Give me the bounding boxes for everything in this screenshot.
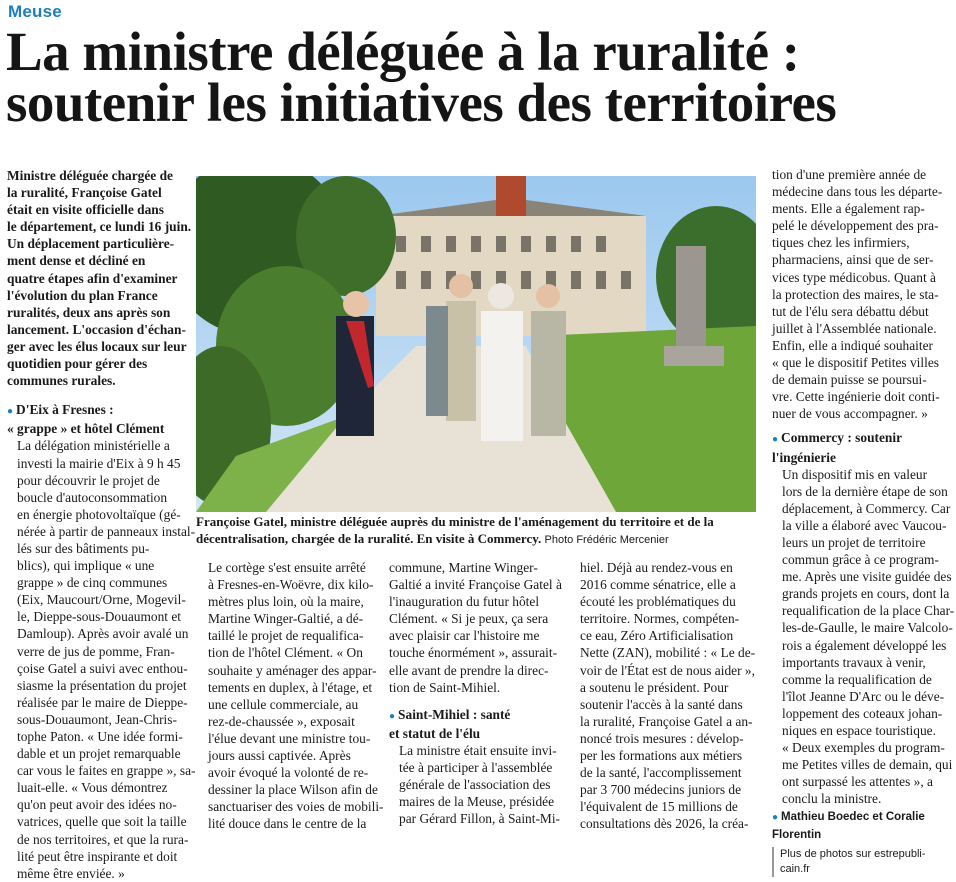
- subhead-saint-mihiel: ● Saint-Mihiel : santé: [389, 706, 511, 722]
- bullet-icon: ●: [7, 406, 14, 418]
- text-line: voir de l'État est de nous aider »,: [580, 662, 755, 678]
- text-line: nérée à partir de panneaux instal-: [17, 523, 196, 539]
- text-line: Clément. « Si je peux, ça sera: [389, 611, 549, 627]
- body-paragraph: [389, 742, 573, 827]
- text-line: pharmaciens, ainsi que de ser-: [772, 252, 934, 268]
- text-line: même être enviée. »: [17, 865, 125, 881]
- body-paragraph: [389, 559, 573, 696]
- text-line: tée à participer à l'assemblée: [399, 760, 553, 776]
- text-line: Galtié a invité Françoise Gatel à: [389, 577, 562, 593]
- text-line: blics), qui implique « une: [17, 558, 155, 574]
- subhead-saint-mihiel-2: et statut de l'élu: [389, 725, 481, 741]
- text-line: de demain puisse se poursui-: [772, 372, 927, 388]
- text-line: sanctuariser des voies de mobili-: [208, 799, 384, 815]
- text-line: soutenir l'accès à la santé dans: [580, 696, 743, 712]
- lead-paragraph: [7, 167, 192, 389]
- text-line: ont surpassé les attentes », a: [782, 774, 933, 790]
- text-line: ments. Elle a également rap-: [772, 201, 925, 217]
- subhead-commercy: ● Commercy : soutenir: [772, 430, 903, 446]
- text-line: Un dispositif mis en valeur: [782, 466, 928, 482]
- column-4: [580, 559, 758, 833]
- text-line: loppement des coteaux johan-: [782, 705, 943, 721]
- text-line: sous-Douaumont, Jean-Chris-: [17, 711, 177, 727]
- text-line: l'inauguration du futur hôtel: [389, 594, 540, 610]
- text-line: écouté les problématiques du: [580, 594, 736, 610]
- text-line: 2016 comme sénatrice, elle a: [580, 577, 736, 593]
- text-line: Damloup). Après avoir avalé un: [17, 626, 189, 642]
- text-line: grappe » de cinq communes: [17, 575, 168, 591]
- text-line: Nette (ZAN), mobilité : « Le de-: [580, 645, 756, 661]
- text-line: le département, ce lundi 16 juin.: [7, 219, 192, 235]
- text-line: la protection des maires, le sta-: [772, 286, 939, 302]
- text-line: taillé le projet de requalifica-: [208, 628, 364, 644]
- text-line: niques en espace touristique.: [782, 723, 936, 738]
- text-line: vices type médicobus. Quant à: [772, 269, 936, 285]
- photo-credit: Photo Frédéric Mercenier: [544, 533, 669, 546]
- text-line: Ministre déléguée chargée de: [7, 168, 173, 183]
- text-line: avoir évoqué la volonté de re-: [208, 765, 369, 781]
- headline-line-1: La ministre déléguée à la ruralité :: [6, 21, 800, 82]
- column-3: [389, 559, 573, 827]
- text-line: Un déplacement particulière-: [7, 236, 175, 252]
- text-line: per les formations aux métiers: [580, 748, 743, 764]
- subhead-commercy-2: l'ingénierie: [772, 449, 836, 465]
- text-line: dable et un projet remarquable: [17, 746, 181, 762]
- text-line: ruralités, deux ans après son: [7, 304, 171, 320]
- text-line: tophe Paton. « Une idée formi-: [17, 729, 183, 744]
- text-line: « Deux exemples du program-: [782, 740, 945, 756]
- subhead-eix-2: « grappe » et hôtel Clément: [7, 421, 165, 437]
- text-line: verre de jus de pomme, Fran-: [17, 643, 175, 659]
- caption-line-1: Françoise Gatel, ministre déléguée auprès du ministre de l'aménagement du territoire et de la: [196, 514, 714, 529]
- more-photos-line-1: Plus de photos sur estrepubli-: [780, 847, 926, 860]
- text-line: Martine Winger-Galtié, a dé-: [208, 611, 364, 627]
- text-line: déplacement, à Commercy. Car: [782, 500, 951, 516]
- text-line: par Gérard Fillon, à Saint-Mi-: [399, 811, 561, 827]
- article-photo: [196, 176, 756, 512]
- text-line: luait-elle. « Vous démontrez: [17, 780, 168, 796]
- text-line: car vous le faites en grappe », sa-: [17, 763, 196, 779]
- text-line: siasme la présentation du projet: [17, 677, 187, 693]
- body-paragraph: [7, 437, 196, 881]
- text-line: « que le dispositif Petites villes: [772, 355, 939, 371]
- text-line: l'évolution du plan France: [7, 287, 158, 303]
- text-line: de nos territoires, et que la rura-: [17, 831, 189, 847]
- text-line: consultations dès 2026, la créa-: [580, 816, 749, 832]
- text-line: Le cortège s'est ensuite arrêté: [208, 560, 366, 575]
- photo-caption: [196, 514, 756, 548]
- text-line: hiel. Déjà au rendez-vous en: [580, 560, 733, 575]
- text-line: réalisée par le maire de Dieppe-: [17, 694, 188, 710]
- text-line: lité peut être inspirante et doit: [17, 848, 178, 864]
- text-line: La ministre était ensuite invi-: [399, 742, 557, 758]
- column-2: [198, 559, 382, 833]
- text-line: était en visite officielle dans: [7, 202, 164, 218]
- text-line: juillet à l'Assemblée nationale.: [772, 320, 937, 336]
- text-line: souhaite y aménager des appar-: [208, 662, 377, 678]
- text-line: la ruralité, Françoise Gatel: [7, 185, 162, 201]
- text-line: de la santé, l'accomplissement: [580, 765, 742, 781]
- author-signature: ● Mathieu Boedec et Coralie: [772, 811, 925, 824]
- text-line: tion d'une première année de: [772, 167, 927, 182]
- text-line: leurs un projet de territoire: [782, 534, 926, 550]
- text-line: ce eau, Zéro Artificialisation: [580, 628, 734, 644]
- subhead-eix: ● D'Eix à Fresnes :: [7, 402, 114, 418]
- text-line: communes rurales.: [7, 373, 116, 389]
- text-line: commune, Martine Winger-: [389, 560, 538, 575]
- body-paragraph: [580, 559, 758, 833]
- body-paragraph: [772, 166, 956, 422]
- text-line: rois a également développé les: [782, 637, 947, 653]
- text-line: qu'on peut avoir des idées no-: [17, 797, 177, 813]
- text-line: ger avec les élus locaux sur leur: [7, 338, 187, 354]
- text-line: tements en duplex, à l'étage, et: [208, 679, 373, 695]
- text-line: me. Après une visite guidée des: [782, 569, 952, 585]
- text-line: par 3 700 médecins juniors de: [580, 782, 742, 798]
- text-line: mètres plus loin, où la maire,: [208, 594, 364, 610]
- text-line: lés sur des bâtiments pu-: [17, 540, 150, 556]
- text-line: pelé le développement des pra-: [772, 218, 939, 234]
- text-line: l'équivalent de 15 millions de: [580, 799, 738, 815]
- column-5: [772, 166, 956, 877]
- text-line: tiques chez les infirmiers,: [772, 235, 910, 251]
- text-line: l'élue devant une ministre tou-: [208, 730, 371, 746]
- text-line: touche énormément », assurait-: [389, 645, 558, 661]
- text-line: le, Dieppe-sous-Douaumont et: [17, 609, 181, 625]
- text-line: lité douce dans le centre de la: [208, 816, 367, 832]
- text-line: dessiner la place Wilson afin de: [208, 782, 378, 798]
- bullet-icon: ●: [389, 710, 396, 722]
- text-line: quotidien pour gérer des: [7, 356, 148, 372]
- caption-line-2: décentralisation, chargée de la ruralité. En visite à Commercy.: [196, 530, 542, 546]
- text-line: nuer de vous accompagner. »: [772, 406, 928, 422]
- text-line: conclu la ministre.: [782, 791, 882, 807]
- text-line: en énergie photovoltaïque (gé-: [17, 506, 181, 522]
- bullet-icon: ●: [772, 434, 779, 446]
- text-line: avec plaisir car l'histoire me: [389, 628, 540, 644]
- text-line: territoire. Normes, compéten-: [580, 611, 740, 627]
- text-line: a soutenu le président. Pour: [580, 679, 729, 695]
- text-line: boucle d'autoconsommation: [17, 489, 168, 505]
- more-photos-box: [772, 847, 956, 877]
- text-line: La délégation ministérielle a: [17, 438, 170, 454]
- text-line: médecine dans tous les départe-: [772, 184, 943, 200]
- more-photos-line-2: cain.fr: [780, 862, 810, 875]
- text-line: Enfin, elle a indiqué souhaiter: [772, 337, 934, 353]
- body-paragraph: [198, 559, 382, 833]
- text-line: tion de Saint-Mihiel.: [389, 679, 501, 695]
- section-kicker: Meuse: [8, 2, 62, 21]
- column-1: [7, 167, 196, 882]
- text-line: commun grâce à ce program-: [782, 552, 939, 568]
- text-line: la ruralité, Françoise Gatel a an-: [580, 713, 753, 729]
- bullet-icon: ●: [772, 812, 779, 824]
- text-line: importants travaux à venir,: [782, 654, 926, 670]
- text-line: l'îlot Jeanne D'Arc ou le déve-: [782, 688, 945, 704]
- text-line: ment dense et décliné en: [7, 253, 146, 269]
- text-line: investi la mairie d'Eix à 9 h 45: [17, 455, 181, 471]
- text-line: quatre étapes afin d'examiner: [7, 270, 178, 286]
- text-line: tut de l'élu sera débattu début: [772, 303, 929, 319]
- text-line: lors de la dernière étape de son: [782, 483, 948, 499]
- text-line: (Eix, Maucourt/Orne, Mogevil-: [17, 592, 186, 608]
- text-line: requalification de la place Char-: [782, 603, 955, 619]
- text-line: pour découvrir le projet de: [17, 472, 160, 488]
- text-line: elle avant de prendre la direc-: [389, 662, 549, 678]
- text-line: vre. Cette ingénierie doit conti-: [772, 389, 940, 405]
- body-paragraph: [772, 466, 956, 808]
- text-line: grands projets en cours, dont la: [782, 586, 950, 602]
- text-line: me Petites villes de demain, qui: [782, 757, 953, 773]
- text-line: la ville a élaboré avec Vaucou-: [782, 517, 947, 533]
- text-line: à Fresnes-en-Woëvre, dix kilo-: [208, 577, 374, 593]
- text-line: les-de-Gaulle, le maire Valcolo-: [782, 620, 953, 636]
- text-line: une cellule commerciale, au: [208, 696, 359, 712]
- text-line: générale de l'association des: [399, 777, 551, 793]
- text-line: vatrices, quelle que soit la taille: [17, 814, 187, 830]
- headline-line-2: soutenir les initiatives des territoires: [6, 72, 837, 133]
- text-line: jours aussi captivée. Après: [208, 748, 351, 764]
- author-signature-2: Florentin: [772, 828, 822, 841]
- text-line: comme la requalification de: [782, 671, 932, 687]
- text-line: rez-de-chaussée », exposait: [208, 713, 355, 729]
- text-line: maires de la Meuse, présidée: [399, 794, 555, 810]
- text-line: çoise Gatel a suivi avec enthou-: [17, 660, 188, 676]
- text-line: tion de l'hôtel Clément. « On: [208, 645, 363, 661]
- headline: [6, 21, 954, 133]
- text-line: lancement. L'occasion d'échan-: [7, 321, 186, 337]
- text-line: noncé trois mesures : dévelop-: [580, 730, 744, 746]
